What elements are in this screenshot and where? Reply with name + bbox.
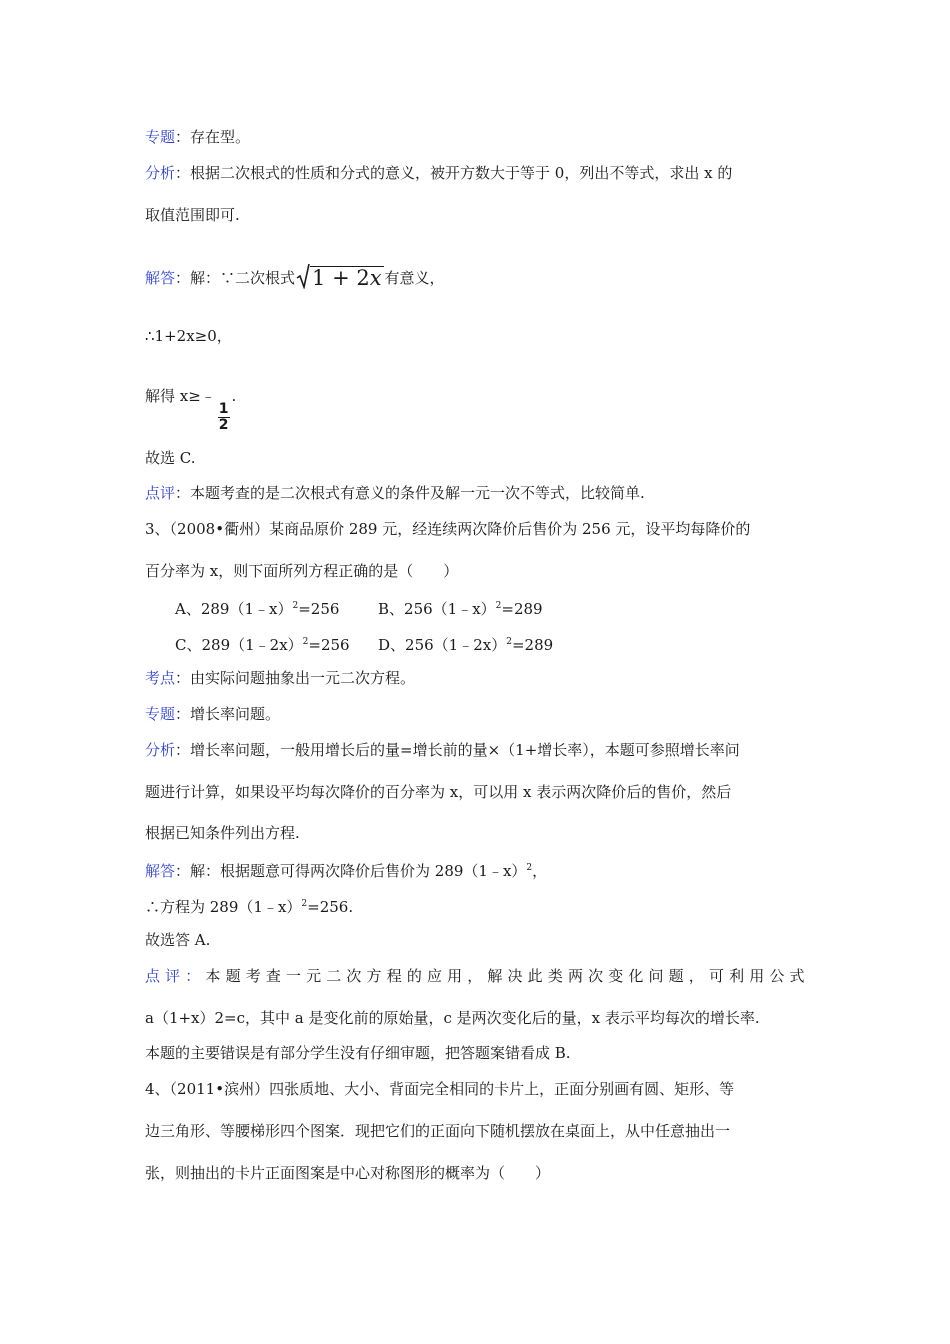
q2-step1: ∴1+2x≥0，: [145, 327, 232, 345]
radicand: [310, 266, 384, 289]
q2-answer: 故选 C.: [145, 449, 196, 467]
q3-option-b: B、256（1﹣x）$^2$=289: [378, 600, 543, 618]
dianping-char: 问: [648, 967, 664, 985]
zhuanti-text: ：增长率问题。: [175, 705, 281, 723]
fenxi-text: ：根据二次根式的性质和分式的意义，被开方数大于等于 0，列出不等式，求出 x 的: [175, 164, 733, 182]
fenxi-text: ：增长率问题，一般用增长后的量=增长前的量×（1+增长率），本题可参照增长率问: [175, 741, 740, 759]
sqrt-expression: [296, 263, 384, 289]
dianping-char: 次: [588, 967, 604, 985]
q3-dianping-line1: [145, 966, 805, 986]
dianping-char: 式: [789, 967, 805, 985]
radicand-number: 1 + 2: [312, 266, 370, 290]
zhuanti-label: 专题: [145, 128, 176, 146]
q3-stem-line1: 3、（2008•衢州）某商品原价 289 元，经连续两次降价后售价为 256 元，设平均每降价的: [145, 520, 751, 538]
dianping-char: 公: [769, 967, 785, 985]
q2-jieda-line: [145, 263, 445, 289]
dianping-char: 两: [567, 967, 583, 985]
q3-option-a: A、289（1﹣x）$^2$=256: [175, 600, 340, 618]
q2-zhuanti-line: [145, 127, 250, 147]
jieda-label: 解答: [145, 269, 176, 287]
q3-fenxi-line1: [145, 740, 740, 760]
dianping-char: 化: [628, 967, 644, 985]
dianping-char: 程: [386, 967, 402, 985]
jieda-pre: ：解：∵二次根式: [175, 269, 296, 287]
fraction-denominator: 2: [218, 417, 229, 433]
dianping-char: 查: [265, 967, 281, 985]
dianping-char: 考: [245, 967, 261, 985]
dianping-char: 本: [205, 967, 221, 985]
q2-step2: [145, 386, 236, 433]
zhuanti-label: 专题: [145, 705, 176, 723]
fenxi-label: 分析: [145, 741, 176, 759]
q3-answer: 故选答 A.: [145, 931, 211, 949]
radicand-variable: x: [369, 266, 382, 290]
dianping-char: 方: [366, 967, 382, 985]
q3-kaodian-line: [145, 668, 415, 688]
dianping-char: 用: [447, 967, 463, 985]
q3-fenxi-line2: 题进行计算，如果设平均每次降价的百分率为 x，可以用 x 表示两次降价后的售价，然后: [145, 783, 732, 801]
dianping-char: 可: [708, 967, 724, 985]
q3-option-c: C、289（1﹣2x）$^2$=256: [175, 636, 350, 654]
dianping-char: 题: [225, 967, 241, 985]
q2-fenxi-line2: 取值范围即可.: [145, 206, 240, 224]
q2-dianping-line: [145, 483, 645, 503]
dianping-char: 二: [326, 967, 342, 985]
jieda-label: 解答: [145, 862, 176, 880]
jieda-post: 有意义，: [384, 269, 445, 287]
q3-jieda-line: 解答：解：根据题意可得两次降价后售价为 289（1﹣x）$^2$，: [145, 862, 548, 880]
dianping-label: 点评: [145, 484, 176, 502]
q3-zhuanti-line: [145, 704, 280, 724]
dianping-char: ：: [185, 967, 201, 985]
fraction-one-half: [218, 402, 230, 433]
step2-post: .: [231, 387, 237, 405]
dianping-char: 利: [729, 967, 745, 985]
q4-stem-line3: 张，则抽出的卡片正面图案是中心对称图形的概率为（ ）: [145, 1164, 551, 1182]
dianping-char: ，: [688, 967, 704, 985]
dianping-char: 用: [749, 967, 765, 985]
kaodian-label: 考点: [145, 669, 176, 687]
dianping-char: 元: [306, 967, 322, 985]
dianping-char: 变: [608, 967, 624, 985]
dianping-char: 一: [285, 967, 301, 985]
dianping-char: 应: [426, 967, 442, 985]
q3-fenxi-line3: 根据已知条件列出方程.: [145, 824, 300, 842]
fraction-numerator: 1: [218, 401, 229, 417]
q4-stem-line1: 4、（2011•滨州）四张质地、大小、背面完全相同的卡片上，正面分别画有圆、矩形、等: [145, 1080, 735, 1098]
q4-stem-line2: 边三角形、等腰梯形四个图案．现把它们的正面向下随机摆放在桌面上，从中任意抽出一: [145, 1122, 731, 1140]
zhuanti-text: ：存在型。: [175, 128, 251, 146]
dianping-char: 评: [165, 967, 181, 985]
q2-fenxi-line1: [145, 163, 732, 183]
q3-dianping-line2: a（1+x）2=c，其中 a 是变化前的原始量，c 是两次变化后的量，x 表示平均每次的增长率.: [145, 1009, 760, 1027]
dianping-text: ：本题考查的是二次根式有意义的条件及解一元一次不等式，比较简单.: [175, 484, 645, 502]
radical-sign-icon: [296, 263, 310, 289]
step2-pre: 解得 x≥﹣: [145, 387, 216, 405]
dianping-char: 题: [668, 967, 684, 985]
fenxi-label: 分析: [145, 164, 176, 182]
q3-step1: ∴方程为 289（1﹣x）$^2$=256.: [145, 898, 354, 916]
dianping-char: 决: [507, 967, 523, 985]
dianping-char: 解: [487, 967, 503, 985]
q3-dianping-line3: 本题的主要错误是有部分学生没有仔细审题，把答题案错看成 B.: [145, 1044, 571, 1062]
dianping-char: 的: [406, 967, 422, 985]
dianping-char: 点: [145, 967, 161, 985]
dianping-char: 此: [527, 967, 543, 985]
dianping-char: 类: [547, 967, 563, 985]
q3-option-d: D、256（1﹣2x）$^2$=289: [378, 636, 554, 654]
dianping-char: 次: [346, 967, 362, 985]
kaodian-text: ：由实际问题抽象出一元二次方程。: [175, 669, 416, 687]
dianping-char: ，: [467, 967, 483, 985]
q3-stem-line2: 百分率为 x，则下面所列方程正确的是（ ）: [145, 562, 459, 580]
